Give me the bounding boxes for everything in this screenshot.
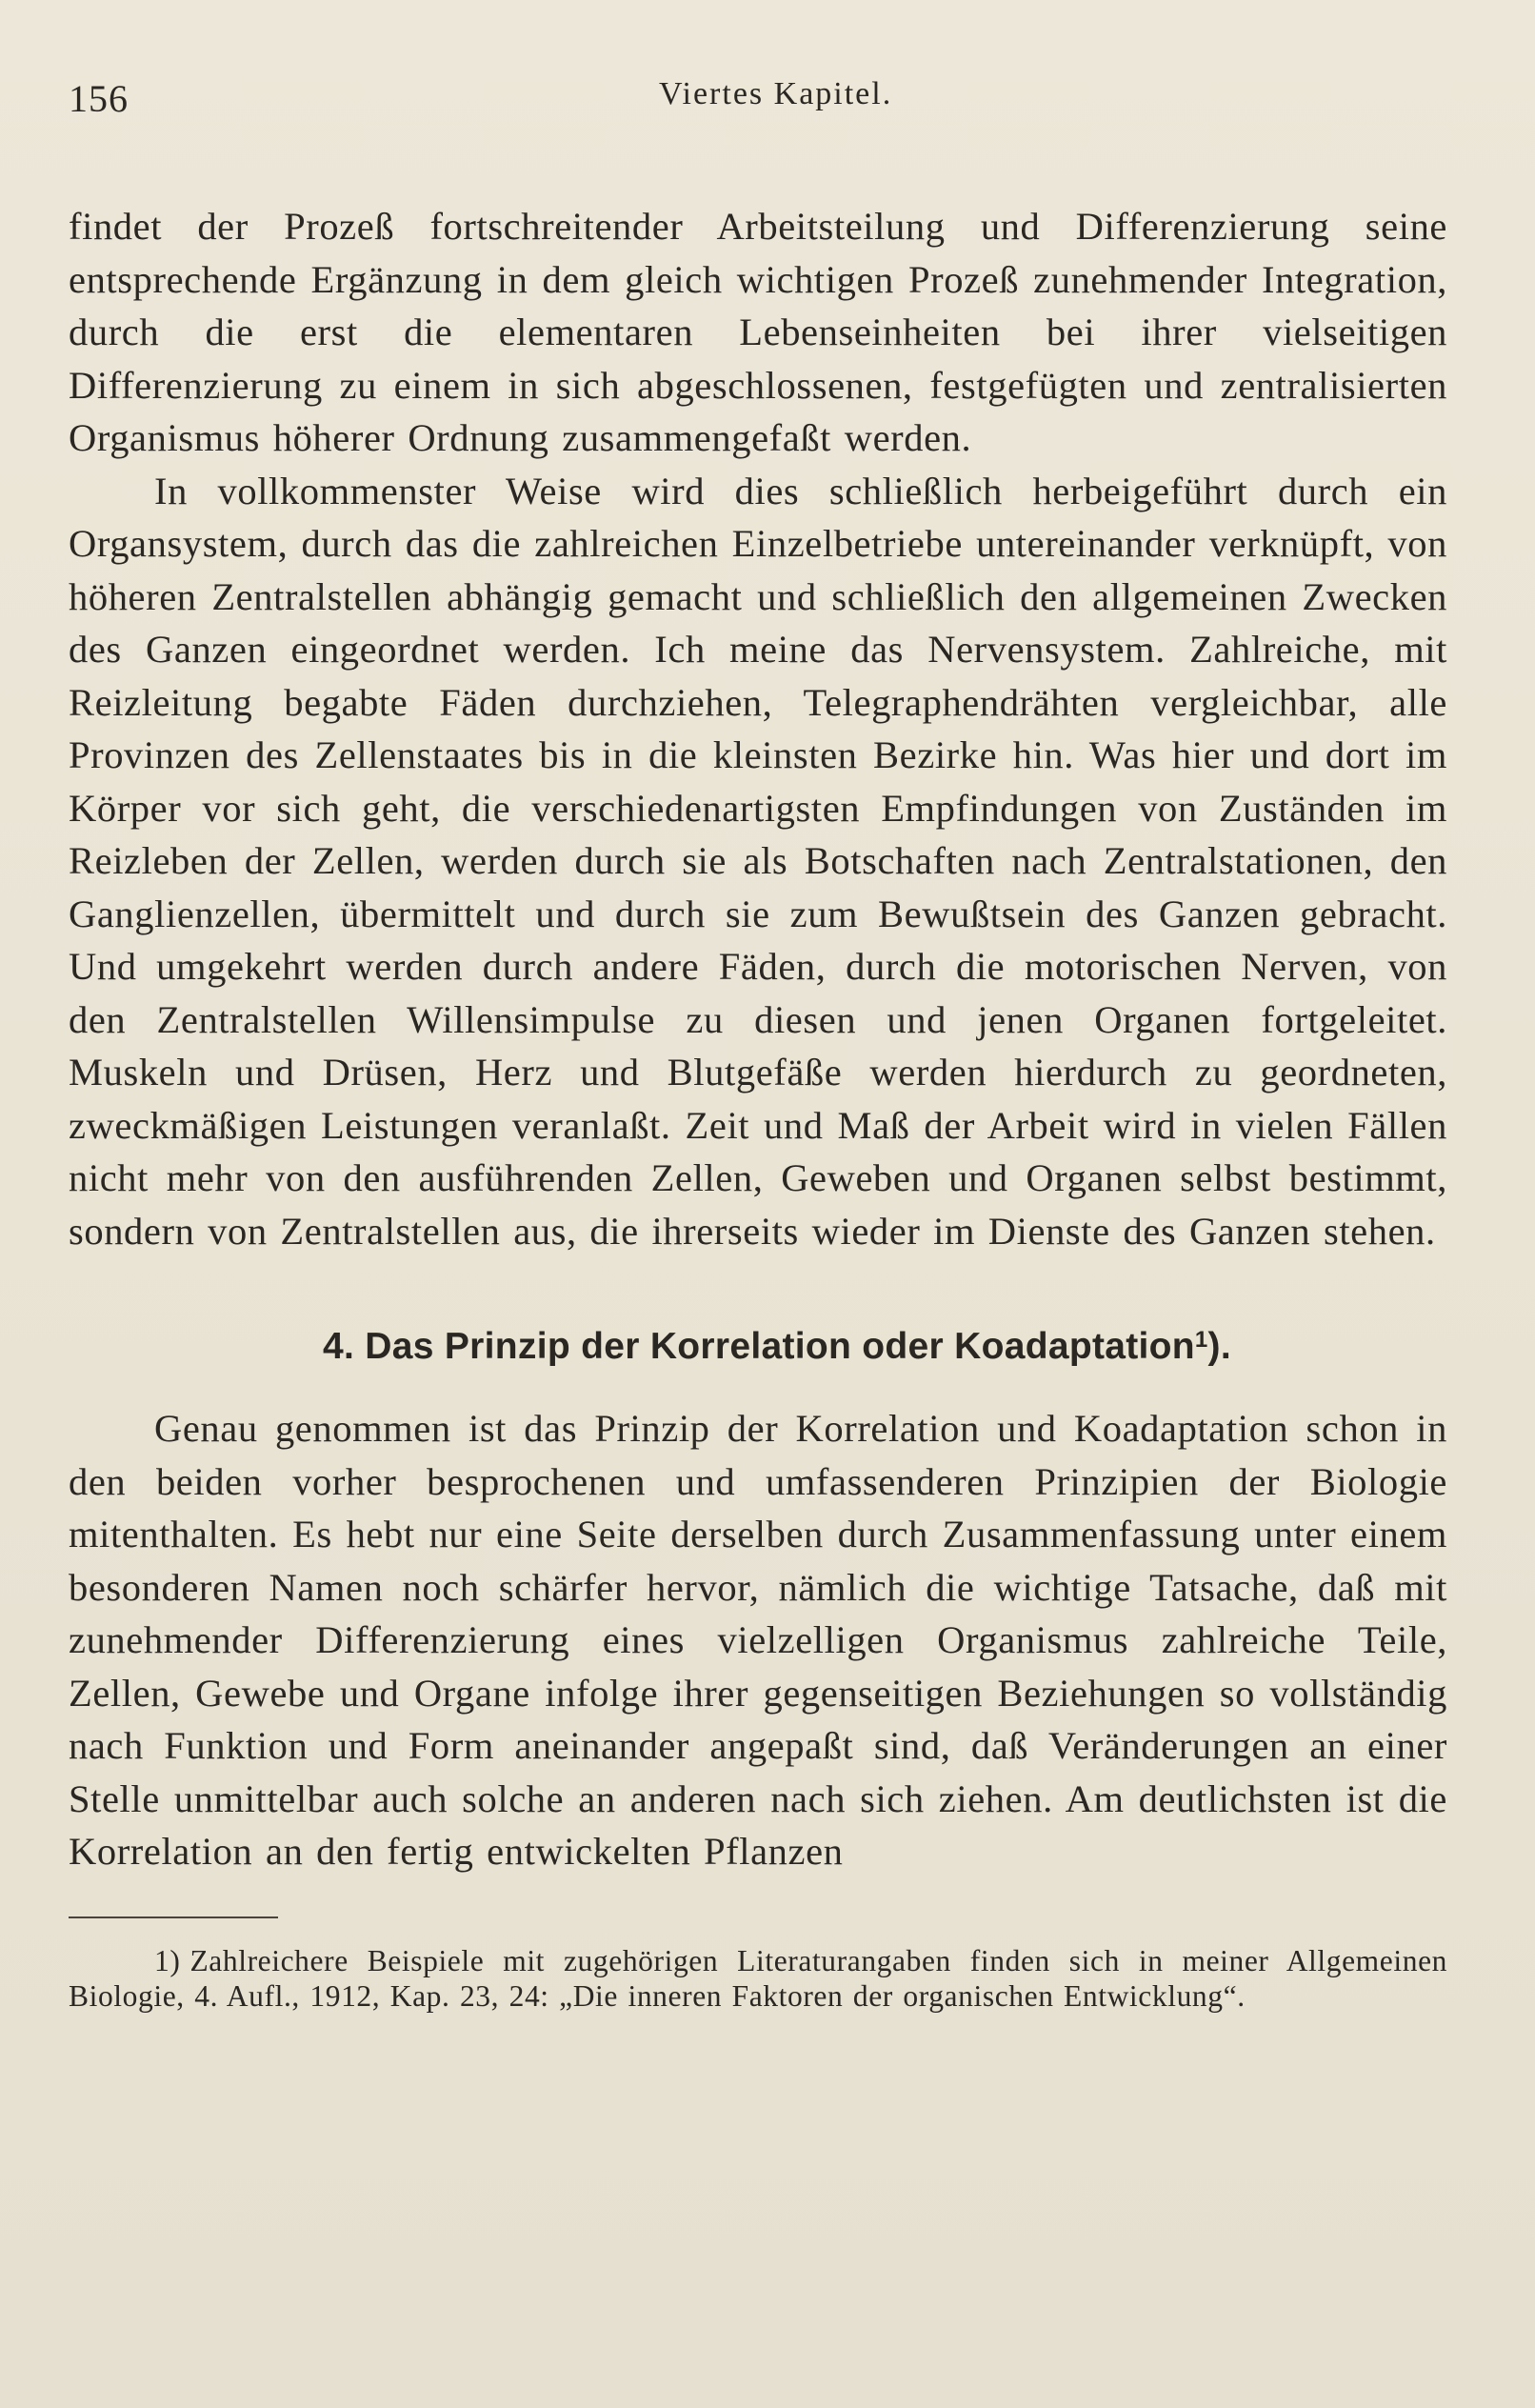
running-head [69, 76, 1447, 126]
footnote-marker: 1) [154, 1943, 181, 1977]
footnote-reference: 1 [1194, 1327, 1208, 1353]
chapter-title: Viertes Kapitel. [659, 76, 893, 111]
paragraph-3: Genau genommen ist das Prinzip der Korrelation und Koadaptation schon in den beiden vorher besprochenen und umfassenderen Prinzipien der Biologie mitenthalten. Es hebt nur eine Seite derselben durch Zusammenfassung unter einem besonderen Namen noch schärfer hervor, nämlich die wichtige Tatsache, daß mit zunehmender Differenzierung eines vielzelligen Organismus zahlreiche Teile, Zellen, Gewebe und Organe infolge ihrer gegenseitigen Beziehungen so vollständig nach Funktion und Form aneinander angepaßt sind, daß Veränderungen an einer Stelle unmittelbar auch solche an anderen nach sich ziehen. Am deutlichsten ist die Korrelation an den fertig entwickelten Pflanzen [69, 1407, 1447, 1873]
footnote-paragraph [69, 1943, 1447, 2014]
footnote-text: Zahlreichere Beispiele mit zugehörigen Literaturangaben finden sich in meiner Allgemeinen Biologie, 4. Aufl., 1912, Kap. 23, 24: „Die inneren Faktoren der organischen Entwicklung“. [69, 1943, 1447, 2013]
footnote-rule [69, 1916, 278, 1918]
body-text [69, 200, 1447, 1878]
footnote [69, 1943, 1447, 2014]
section-heading [69, 1326, 1447, 1368]
paragraph-2: In vollkommenster Weise wird dies schließlich herbeigeführt durch ein Organsystem, durch das die zahlreichen Einzelbetriebe untereinander verknüpft, von höheren Zentralstellen abhängig gemacht und schließlich den allgemeinen Zwecken des Ganzen eingeordnet werden. Ich meine das Nervensystem. Zahlreiche, mit Reizleitung begabte Fäden durchziehen, Telegraphendrähten vergleichbar, alle Provinzen des Zellenstaates bis in die kleinsten Bezirke hin. Was hier und dort im Körper vor sich geht, die verschiedenartigsten Empfindungen von Zuständen im Reizleben der Zellen, werden durch sie als Botschaften nach Zentralstationen, den Ganglienzellen, übermittelt und durch sie zum Bewußtsein des Ganzen gebracht. Und umgekehrt werden durch andere Fäden, durch die motorischen Nerven, von den Zentralstellen Willensimpulse zu diesen und jenen Organen fortgeleitet. Muskeln und Drüsen, Herz und Blutgefäße werden hierdurch zu geordneten, zweckmäßigen Leistungen veranlaßt. Zeit und Maß der Arbeit wird in vielen Fällen nicht mehr von den ausführenden Zellen, Geweben und Organen selbst bestimmt, sondern von Zentralstellen aus, die ihrerseits wieder im Dienste des Ganzen stehen. [69, 469, 1447, 1253]
page-number: 156 [69, 77, 129, 120]
section-heading-tail: ). [1207, 1326, 1231, 1367]
section-heading-text: 4. Das Prinzip der Korrelation oder Koadaptation [323, 1326, 1195, 1367]
paragraph-1: findet der Prozeß fortschreitender Arbeitsteilung und Differenzierung seine entsprechende Ergänzung in dem gleich wichtigen Prozeß zunehmender Integration, durch die erst die elementaren Lebenseinheiten bei ihrer vielseitigen Differenzierung zu einem in sich abgeschlossenen, festgefügten und zentralisierten Organismus höherer Ordnung zusammengefaßt werden. [69, 205, 1447, 459]
